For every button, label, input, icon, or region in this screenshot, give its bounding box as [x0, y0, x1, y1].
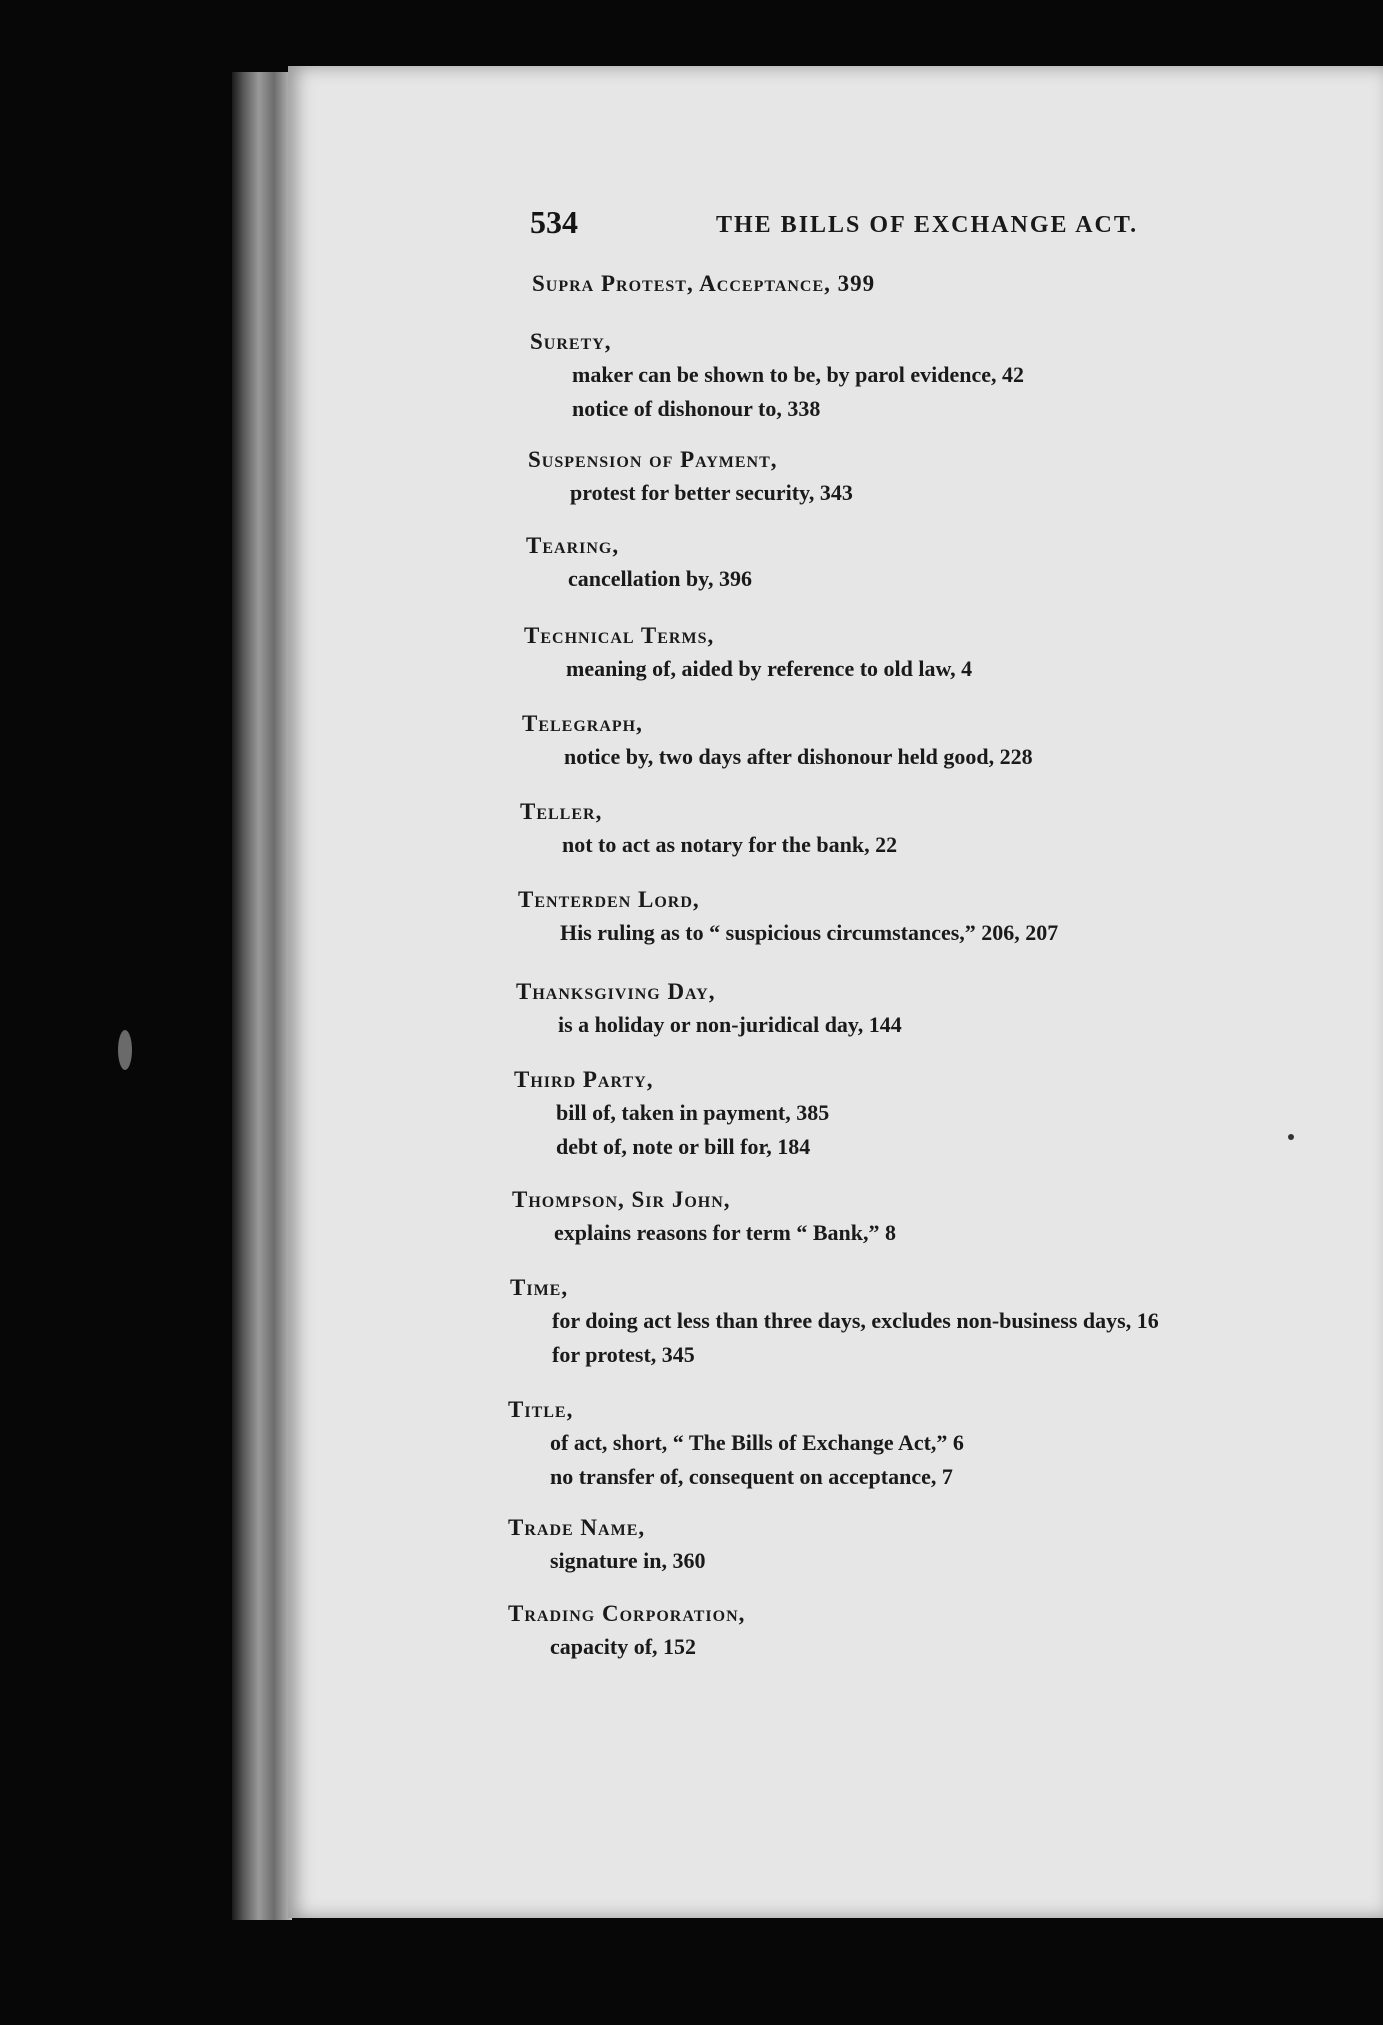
running-title: THE BILLS OF EXCHANGE ACT. — [716, 212, 1139, 238]
page-number: 534 — [530, 204, 578, 240]
index-entry — [524, 620, 972, 686]
entry-subline: for protest, 345 — [552, 1342, 695, 1367]
entry-heading: Trading Corporation, — [508, 1601, 746, 1626]
entry-heading: Tenterden Lord, — [518, 887, 700, 912]
index-entry — [508, 1598, 745, 1664]
index-entry — [514, 1064, 829, 1164]
index-entry — [508, 1512, 705, 1578]
index-entry — [518, 884, 1058, 950]
index-entry — [532, 268, 875, 300]
entry-heading: Teller, — [520, 799, 603, 824]
entry-subline: signature in, 360 — [550, 1548, 706, 1573]
book-page-edges — [232, 72, 292, 1920]
index-entry — [528, 444, 853, 510]
entry-subline: for doing act less than three days, excludes non-business days, 16 — [552, 1308, 1159, 1333]
index-entry — [530, 326, 1024, 426]
scan-speck — [1288, 1134, 1294, 1140]
index-entry — [520, 796, 897, 862]
entry-heading: Suspension of Payment, — [528, 447, 778, 472]
entry-heading: Time, — [510, 1275, 569, 1300]
entry-subline: explains reasons for term “ Bank,” 8 — [554, 1220, 897, 1245]
entry-subline: notice of dishonour to, 338 — [572, 396, 821, 421]
index-entry — [508, 1394, 964, 1494]
entry-heading: Thanksgiving Day, — [516, 979, 716, 1004]
entry-subline: of act, short, “ The Bills of Exchange Act,” 6 — [550, 1430, 964, 1455]
entry-heading: Third Party, — [514, 1067, 654, 1092]
entry-heading: Thompson, Sir John, — [512, 1187, 731, 1212]
index-entry — [516, 976, 902, 1042]
entry-subline: capacity of, 152 — [550, 1634, 697, 1659]
entry-subline: debt of, note or bill for, 184 — [556, 1134, 811, 1159]
entry-heading: Tearing, — [526, 533, 620, 558]
index-entry — [526, 530, 752, 596]
entry-subline: His ruling as to “ suspicious circumstances,” 206, 207 — [560, 920, 1059, 945]
entry-subline: maker can be shown to be, by parol evidence, 42 — [572, 362, 1025, 387]
entry-subline: protest for better security, 343 — [570, 480, 853, 505]
entry-subline: meaning of, aided by reference to old law, 4 — [566, 656, 973, 681]
entry-subline: not to act as notary for the bank, 22 — [562, 832, 898, 857]
entry-heading: Title, — [508, 1397, 574, 1422]
entry-subline: no transfer of, consequent on acceptance, 7 — [550, 1464, 953, 1489]
entry-subline: is a holiday or non-juridical day, 144 — [558, 1012, 902, 1037]
entry-heading: Surety, — [530, 329, 612, 354]
entry-subline: cancellation by, 396 — [568, 566, 752, 591]
entry-heading: Telegraph, — [522, 711, 643, 736]
index-entry — [522, 708, 1033, 774]
scan-speck — [118, 1030, 132, 1070]
page-header — [530, 204, 1139, 254]
entry-heading: Technical Terms, — [524, 623, 715, 648]
entry-heading: Trade Name, — [508, 1515, 646, 1540]
entry-heading: Supra Protest, Acceptance, 399 — [532, 271, 876, 296]
index-entry — [512, 1184, 896, 1250]
index-entry — [510, 1272, 1159, 1372]
entry-subline: notice by, two days after dishonour held good, 228 — [564, 744, 1033, 769]
entry-subline: bill of, taken in payment, 385 — [556, 1100, 830, 1125]
